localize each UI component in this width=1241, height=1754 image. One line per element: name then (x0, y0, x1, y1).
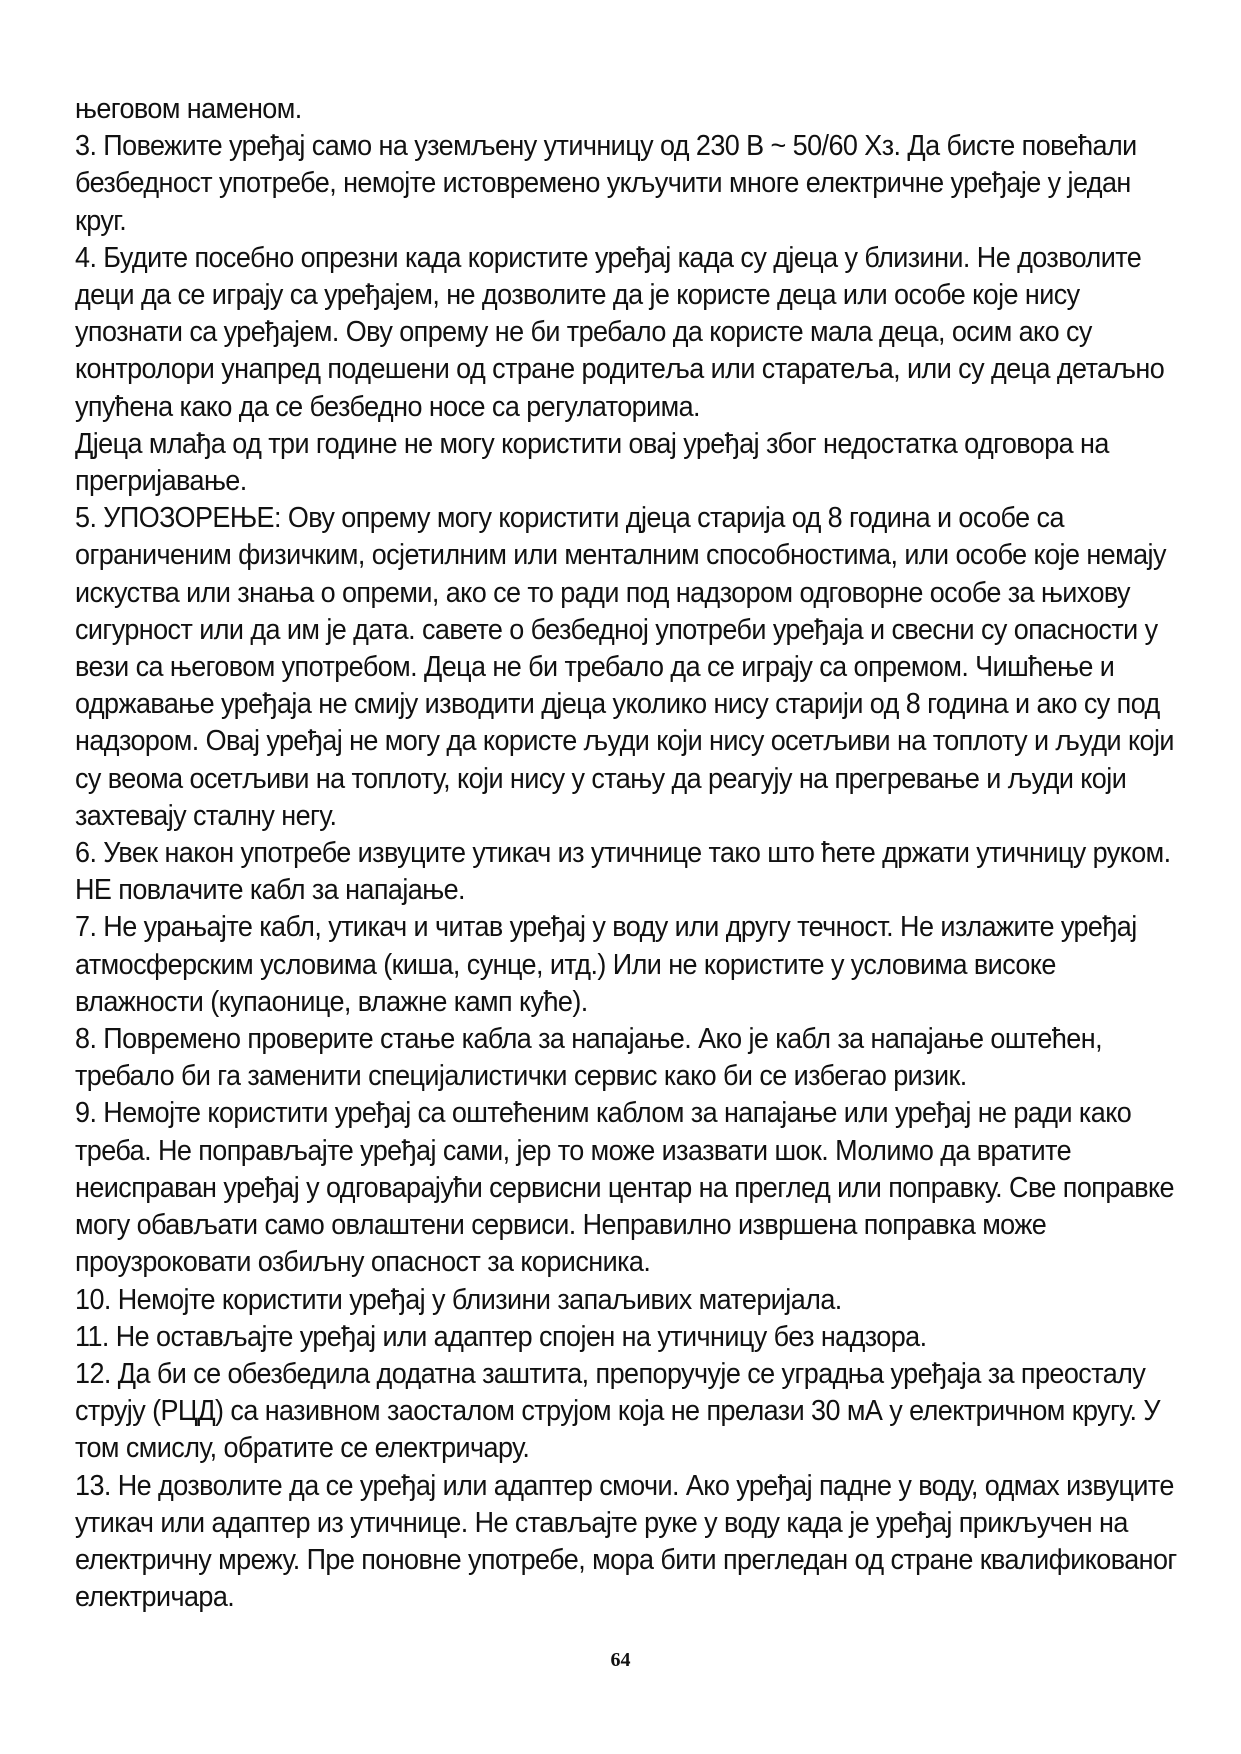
paragraph-item-9: 9. Немојте користити уређај са оштећеним каблом за напајање или уређај не ради како треба. Не поправљајте уређај сами, јер то може изазвати шок. Молимо да вратите неисправан уређај у одговарајући сервисни центар на преглед или поправку. Све поправке могу обављати само овлаштени сервиси. Неправилно извршена поправка може проузроковати озбиљну опасност за корисника. (75, 1097, 1174, 1279)
document-body (75, 91, 1184, 1616)
page-number: 64 (610, 1649, 631, 1671)
paragraph-item-8: 8. Повремено проверите стање кабла за напајање. Ако је кабл за напајање оштећен, требало би га заменити специјалистички сервис како би се избегао ризик. (75, 1023, 1103, 1093)
paragraph-continuation: његовом наменом. (75, 93, 302, 125)
paragraph-item-4: 4. Будите посебно опрезни када користите уређај када су дјеца у близини. Не дозволите деци да се играју са уређајем, не дозволите да је користе деца или особе које нису упознати са уређајем. Ову опрему не би требало да користе мала деца, осим ако су контролори унапред подешени од стране родитеља или старатеља, или су деца детаљно упућена како да се безбедно носе са регулаторима. (75, 241, 1165, 423)
paragraph-item-6: 6. Увек након употребе извуците утикач из утичнице тако што ћете држати утичницу руком. НЕ повлачите кабл за напајање. (75, 837, 1171, 907)
paragraph-item-7: 7. Не урањајте кабл, утикач и читав уређај у воду или другу течност. Не излажите уређај атмосферским условима (киша, сунце, итд.) Или не користите у условима високе влажности (купаонице, влажне камп куће). (75, 911, 1137, 1018)
paragraph-item-13: 13. Не дозволите да се уређај или адаптер смочи. Ако уређај падне у воду, одмах извуците утикач или адаптер из утичнице. Не стављајте руке у воду када је уређај прикључен на електричну мрежу. Пре поновне употребе, мора бити прегледан од стране квалификованог електричара. (75, 1469, 1177, 1614)
paragraph-item-11: 11. Не остављајте уређај или адаптер спојен на утичницу без надзора. (75, 1320, 927, 1353)
paragraph-item-3: 3. Повежите уређај само на уземљену утичницу од 230 В ~ 50/60 Хз. Да бисте повећали безбедност употребе, немојте истовремено укључити многе електричне уређаје у један круг. (75, 130, 1137, 237)
paragraph-item-4-note: Дјеца млађа од три године не могу користити овај уређај због недостатка одговора на прегријавање. (75, 427, 1109, 498)
paragraph-item-12: 12. Да би се обезбедила додатна заштита, препоручује се уградња уређаја за преосталу струју (РЦД) са називном заосталом струјом која не прелази 30 мА у електричном кругу. У том смислу, обратите се електричару. (75, 1357, 1160, 1465)
paragraph-item-5: 5. УПОЗОРЕЊЕ: Ову опрему могу користити дјеца старија од 8 година и особе са ограниченим физичким, осјетилним или менталним способностима, или особе које немају искуства или знања о опреми, ако се то ради под надзором одговорне особе за њихову сигурност или да им је дата. савете о безбедној употреби уређаја и свесни су опасности у вези са његовом употребом. Деца не би требало да се играју са опремом. Чишћење и одржавање уређаја не смију изводити дјеца уколико нису старији од 8 година и ако су под надзором. Овај уређај не могу да користе људи који нису осетљиви на топлоту и људи који су веома осетљиви на топлоту, који нису у стању да реагују на прегревање и људи који захтевају сталну негу. (75, 502, 1174, 832)
paragraph-item-10: 10. Немојте користити уређај у близини запаљивих материјала. (75, 1283, 842, 1316)
